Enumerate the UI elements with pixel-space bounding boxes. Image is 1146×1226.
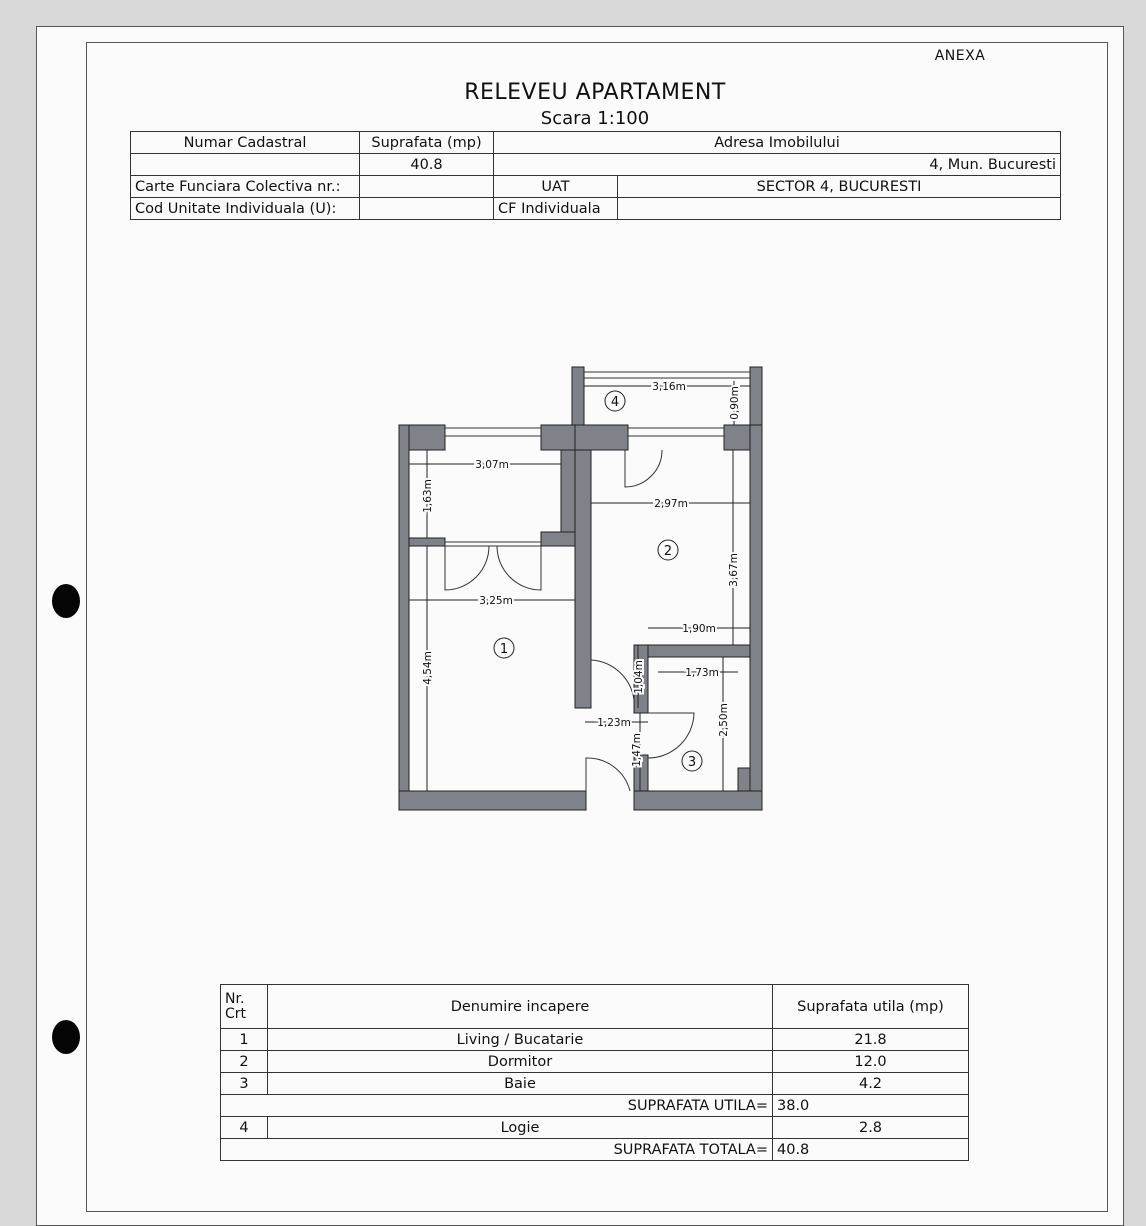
- rooms-table: [220, 984, 969, 1161]
- row-nr: 3: [221, 1073, 268, 1095]
- table-row: [221, 1051, 969, 1073]
- room-marker-4: 4: [610, 395, 620, 410]
- dim-label: 1,73m: [685, 667, 719, 679]
- row-name: Logie: [268, 1117, 773, 1139]
- area-header: Suprafata (mp): [360, 132, 494, 154]
- row-area: 4.2: [773, 1073, 969, 1095]
- uat-value: SECTOR 4, BUCURESTI: [618, 176, 1061, 198]
- row-area: 12.0: [773, 1051, 969, 1073]
- table-row: [221, 1029, 969, 1051]
- cadastral-value: [131, 154, 360, 176]
- total-area-label: SUPRAFATA TOTALA=: [221, 1139, 773, 1161]
- info-table: [130, 131, 1061, 220]
- table-row: [221, 1073, 969, 1095]
- dim-label: 0,90m: [729, 386, 741, 420]
- address-value: 4, Mun. Bucuresti: [494, 154, 1061, 176]
- dim-label: 3,67m: [728, 553, 740, 587]
- row-nr: 4: [221, 1117, 268, 1139]
- room-marker-1: 1: [499, 642, 509, 657]
- dim-label: 4,54m: [422, 651, 434, 685]
- room-marker-3: 3: [687, 755, 697, 770]
- dim-label: 1,23m: [597, 717, 631, 729]
- dim-label: 3,25m: [479, 595, 513, 607]
- nr-header: Nr.: [225, 990, 245, 1007]
- crt-header: Crt: [225, 1005, 247, 1022]
- useful-area-value: 38.0: [773, 1095, 969, 1117]
- cf-label: CF Individuala: [494, 198, 618, 220]
- scale-label: Scara 1:100: [540, 108, 650, 129]
- dim-label: 3,07m: [475, 459, 509, 471]
- dim-label: 2,97m: [654, 498, 688, 510]
- row-name: Living / Bucatarie: [268, 1029, 773, 1051]
- row-area: 2.8: [773, 1117, 969, 1139]
- punch-hole: [52, 584, 80, 618]
- page-title: RELEVEU APARTAMENT: [464, 80, 726, 105]
- cod-value: [360, 198, 494, 220]
- dim-label: 1,90m: [682, 623, 716, 635]
- row-name: Dormitor: [268, 1051, 773, 1073]
- useful-area-label: SUPRAFATA UTILA=: [221, 1095, 773, 1117]
- room-markers: [500, 395, 696, 770]
- cadastral-header: Numar Cadastral: [131, 132, 360, 154]
- cod-label: Cod Unitate Individuala (U):: [131, 198, 360, 220]
- walls: [399, 367, 762, 810]
- punch-hole: [52, 1020, 80, 1054]
- dim-label: 2,50m: [718, 703, 730, 737]
- total-area-row: [221, 1139, 969, 1161]
- carte-label: Carte Funciara Colectiva nr.:: [131, 176, 360, 198]
- room-area-header: Suprafata utila (mp): [773, 985, 969, 1029]
- row-nr: 2: [221, 1051, 268, 1073]
- row-nr: 1: [221, 1029, 268, 1051]
- area-value: 40.8: [360, 154, 494, 176]
- room-marker-2: 2: [663, 544, 673, 559]
- floor-plan: [390, 360, 770, 815]
- dim-label: 1,63m: [422, 479, 434, 513]
- room-name-header: Denumire incapere: [268, 985, 773, 1029]
- cf-value: [618, 198, 1061, 220]
- nr-crt-header: [221, 985, 268, 1029]
- dim-label: 1,04m: [633, 660, 645, 694]
- row-area: 21.8: [773, 1029, 969, 1051]
- carte-value: [360, 176, 494, 198]
- row-name: Baie: [268, 1073, 773, 1095]
- total-area-value: 40.8: [773, 1139, 969, 1161]
- dim-label: 3,16m: [652, 381, 686, 393]
- dim-label: 1,47m: [631, 733, 643, 767]
- useful-area-row: [221, 1095, 969, 1117]
- address-header: Adresa Imobilului: [494, 132, 1061, 154]
- uat-label: UAT: [494, 176, 618, 198]
- annex-label: ANEXA: [934, 48, 986, 64]
- table-row: [221, 1117, 969, 1139]
